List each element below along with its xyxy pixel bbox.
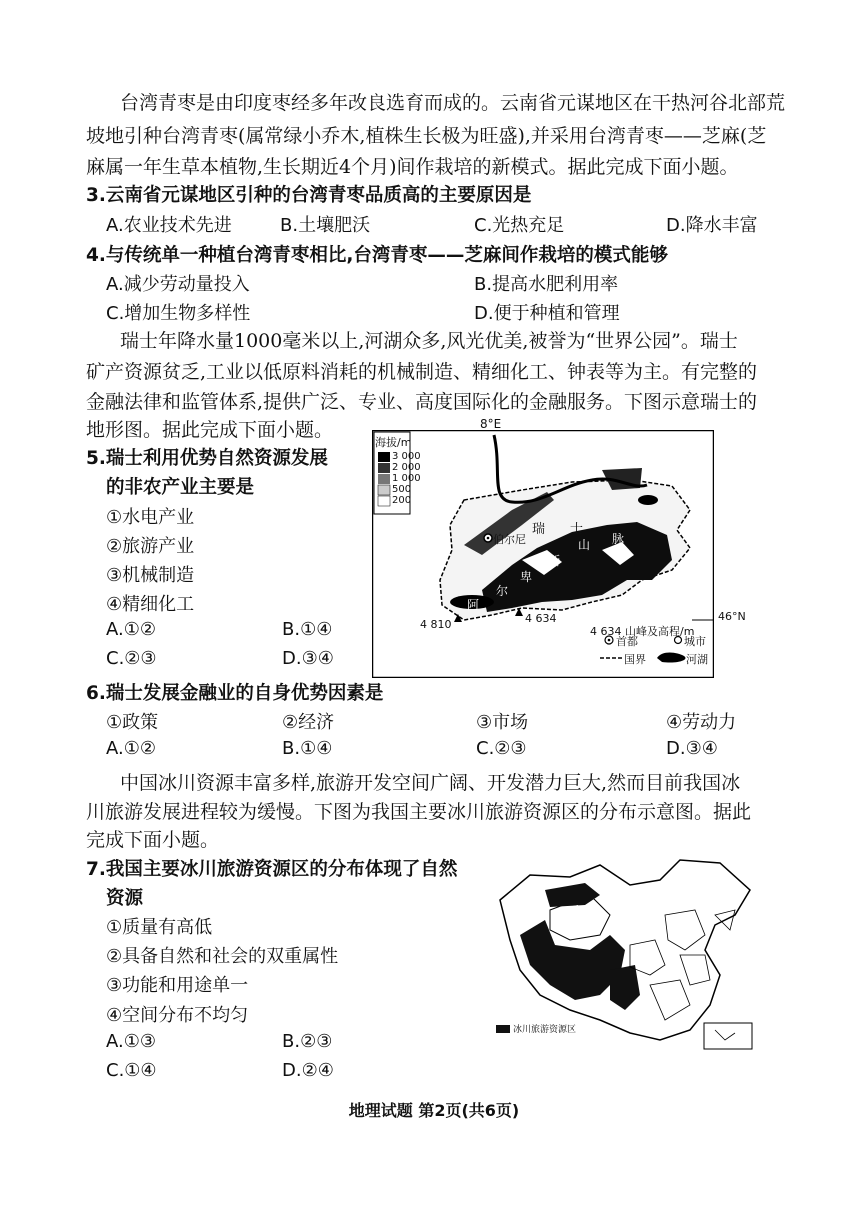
- q5-item-2: ②旅游产业: [106, 536, 195, 557]
- q7-stem-line-2: 资源: [106, 888, 144, 909]
- q7-stem-line-1: 7.我国主要冰川旅游资源区的分布体现了自然: [86, 859, 458, 880]
- legend-city: 城市: [684, 635, 706, 648]
- alps-char-1: 阿: [467, 598, 480, 612]
- peak-label-1: 4 810: [420, 618, 452, 631]
- passage3-line-2: 川旅游发展进程较为缓慢。下图为我国主要冰川旅游资源区的分布示意图。据此: [86, 801, 752, 823]
- swiss-legend-level-4: 500: [392, 484, 412, 495]
- q7-item-4: ④空间分布不均匀: [106, 1005, 249, 1026]
- q7-item-2: ②具备自然和社会的双重属性: [106, 946, 339, 967]
- q6-option-c[interactable]: C.②③: [476, 738, 527, 759]
- swiss-map-svg: [372, 430, 714, 678]
- swiss-map-lon-label: 8°E: [480, 417, 502, 431]
- country-char-1: 瑞: [532, 522, 546, 537]
- q6-option-d[interactable]: D.③④: [666, 738, 718, 759]
- swiss-legend-title: 海拔/m: [375, 436, 412, 449]
- china-legend-swatch: [496, 1025, 510, 1033]
- alps-char-2: 尔: [496, 584, 509, 598]
- q6-item-4: ④劳动力: [666, 712, 737, 733]
- q3-option-b[interactable]: B.土壤肥沃: [280, 215, 371, 236]
- q5-option-b[interactable]: B.①④: [282, 619, 333, 640]
- q4-option-a[interactable]: A.减少劳动量投入: [106, 274, 250, 295]
- swiss-legend-level-3: 1 000: [392, 473, 421, 484]
- q3-option-a[interactable]: A.农业技术先进: [106, 215, 232, 236]
- swiss-terrain-map: [372, 430, 746, 678]
- swiss-legend-level-5: 200: [392, 495, 412, 506]
- q3-option-d[interactable]: D.降水丰富: [666, 215, 758, 236]
- city-label: 伯尔尼: [493, 533, 526, 546]
- legend-lake: 河湖: [686, 653, 708, 666]
- q5-stem-line-2: 的非农产业主要是: [106, 477, 255, 498]
- q5-item-3: ③机械制造: [106, 565, 195, 586]
- q7-option-d[interactable]: D.②④: [282, 1060, 334, 1081]
- q7-option-a[interactable]: A.①③: [106, 1031, 156, 1052]
- q5-option-c[interactable]: C.②③: [106, 648, 157, 669]
- q6-stem: 6.瑞士发展金融业的自身优势因素是: [86, 683, 384, 704]
- passage2-line-3: 金融法律和监管体系,提供广泛、专业、高度国际化的金融服务。下图示意瑞士的: [86, 391, 758, 413]
- q4-option-c[interactable]: C.增加生物多样性: [106, 303, 251, 324]
- passage2-line-4: 地形图。据此完成下面小题。: [86, 419, 334, 441]
- q5-option-d[interactable]: D.③④: [282, 648, 334, 669]
- q7-option-b[interactable]: B.②③: [282, 1031, 333, 1052]
- alps-char-4: 斯: [548, 554, 561, 568]
- q4-option-d[interactable]: D.便于种植和管理: [474, 303, 620, 324]
- lake-constance: [638, 495, 658, 505]
- swiss-map-lat-label: 46°N: [718, 610, 746, 623]
- china-glacier-map: [490, 855, 760, 1060]
- q5-item-4: ④精细化工: [106, 594, 195, 615]
- legend-peak: 4 634 山峰及高程/m: [590, 625, 695, 638]
- alps-char-3: 卑: [520, 570, 533, 584]
- legend-capital: 首都: [616, 635, 638, 648]
- q6-option-b[interactable]: B.①④: [282, 738, 333, 759]
- q6-option-a[interactable]: A.①②: [106, 738, 156, 759]
- passage2-line-2: 矿产资源贫乏,工业以低原料消耗的机械制造、精细化工、钟表等为主。有完整的: [86, 361, 758, 383]
- legend-border: 国界: [624, 653, 646, 666]
- q5-item-1: ①水电产业: [106, 507, 195, 528]
- passage1-line-2: 坡地引种台湾青枣(属常绿小乔木,植株生长极为旺盛),并采用台湾青枣——芝麻(芝: [86, 125, 767, 147]
- q6-item-1: ①政策: [106, 712, 159, 733]
- q7-item-3: ③功能和用途单一: [106, 975, 249, 996]
- passage3-line-1: 中国冰川资源丰富多样,旅游开发空间广阔、开发潜力巨大,然而目前我国冰: [120, 772, 741, 794]
- q7-item-1: ①质量有高低: [106, 917, 213, 938]
- q5-option-a[interactable]: A.①②: [106, 619, 156, 640]
- q7-option-c[interactable]: C.①④: [106, 1060, 157, 1081]
- country-char-2: 士: [570, 522, 584, 537]
- q4-option-b[interactable]: B.提高水肥利用率: [474, 274, 619, 295]
- q6-item-3: ③市场: [476, 712, 529, 733]
- passage1-line-1: 台湾青枣是由印度枣经多年改良选育而成的。云南省元谋地区在干热河谷北部荒: [120, 92, 786, 114]
- peak-label-2: 4 634: [525, 612, 557, 625]
- q4-stem: 4.与传统单一种植台湾青枣相比,台湾青枣——芝麻间作栽培的模式能够: [86, 245, 668, 266]
- swiss-legend-level-2: 2 000: [392, 462, 421, 473]
- alps-char-5: 山: [578, 538, 591, 552]
- china-legend-label: 冰川旅游资源区: [513, 1025, 577, 1035]
- passage2-line-1: 瑞士年降水量1000毫米以上,河湖众多,风光优美,被誉为“世界公园”。瑞士: [120, 330, 738, 352]
- alps-char-6: 脉: [612, 532, 625, 546]
- q6-item-2: ②经济: [282, 712, 335, 733]
- page-footer: 地理试题 第2页(共6页): [348, 1101, 520, 1120]
- passage3-line-3: 完成下面小题。: [86, 829, 220, 851]
- passage1-line-3: 麻属一年生草本植物,生长期近4个月)间作栽培的新模式。据此完成下面小题。: [86, 156, 739, 178]
- q5-stem-line-1: 5.瑞士利用优势自然资源发展: [86, 448, 328, 469]
- q3-stem: 3.云南省元谋地区引种的台湾青枣品质高的主要原因是: [86, 185, 532, 206]
- swiss-legend-level-1: 3 000: [392, 451, 421, 462]
- q3-option-c[interactable]: C.光热充足: [474, 215, 565, 236]
